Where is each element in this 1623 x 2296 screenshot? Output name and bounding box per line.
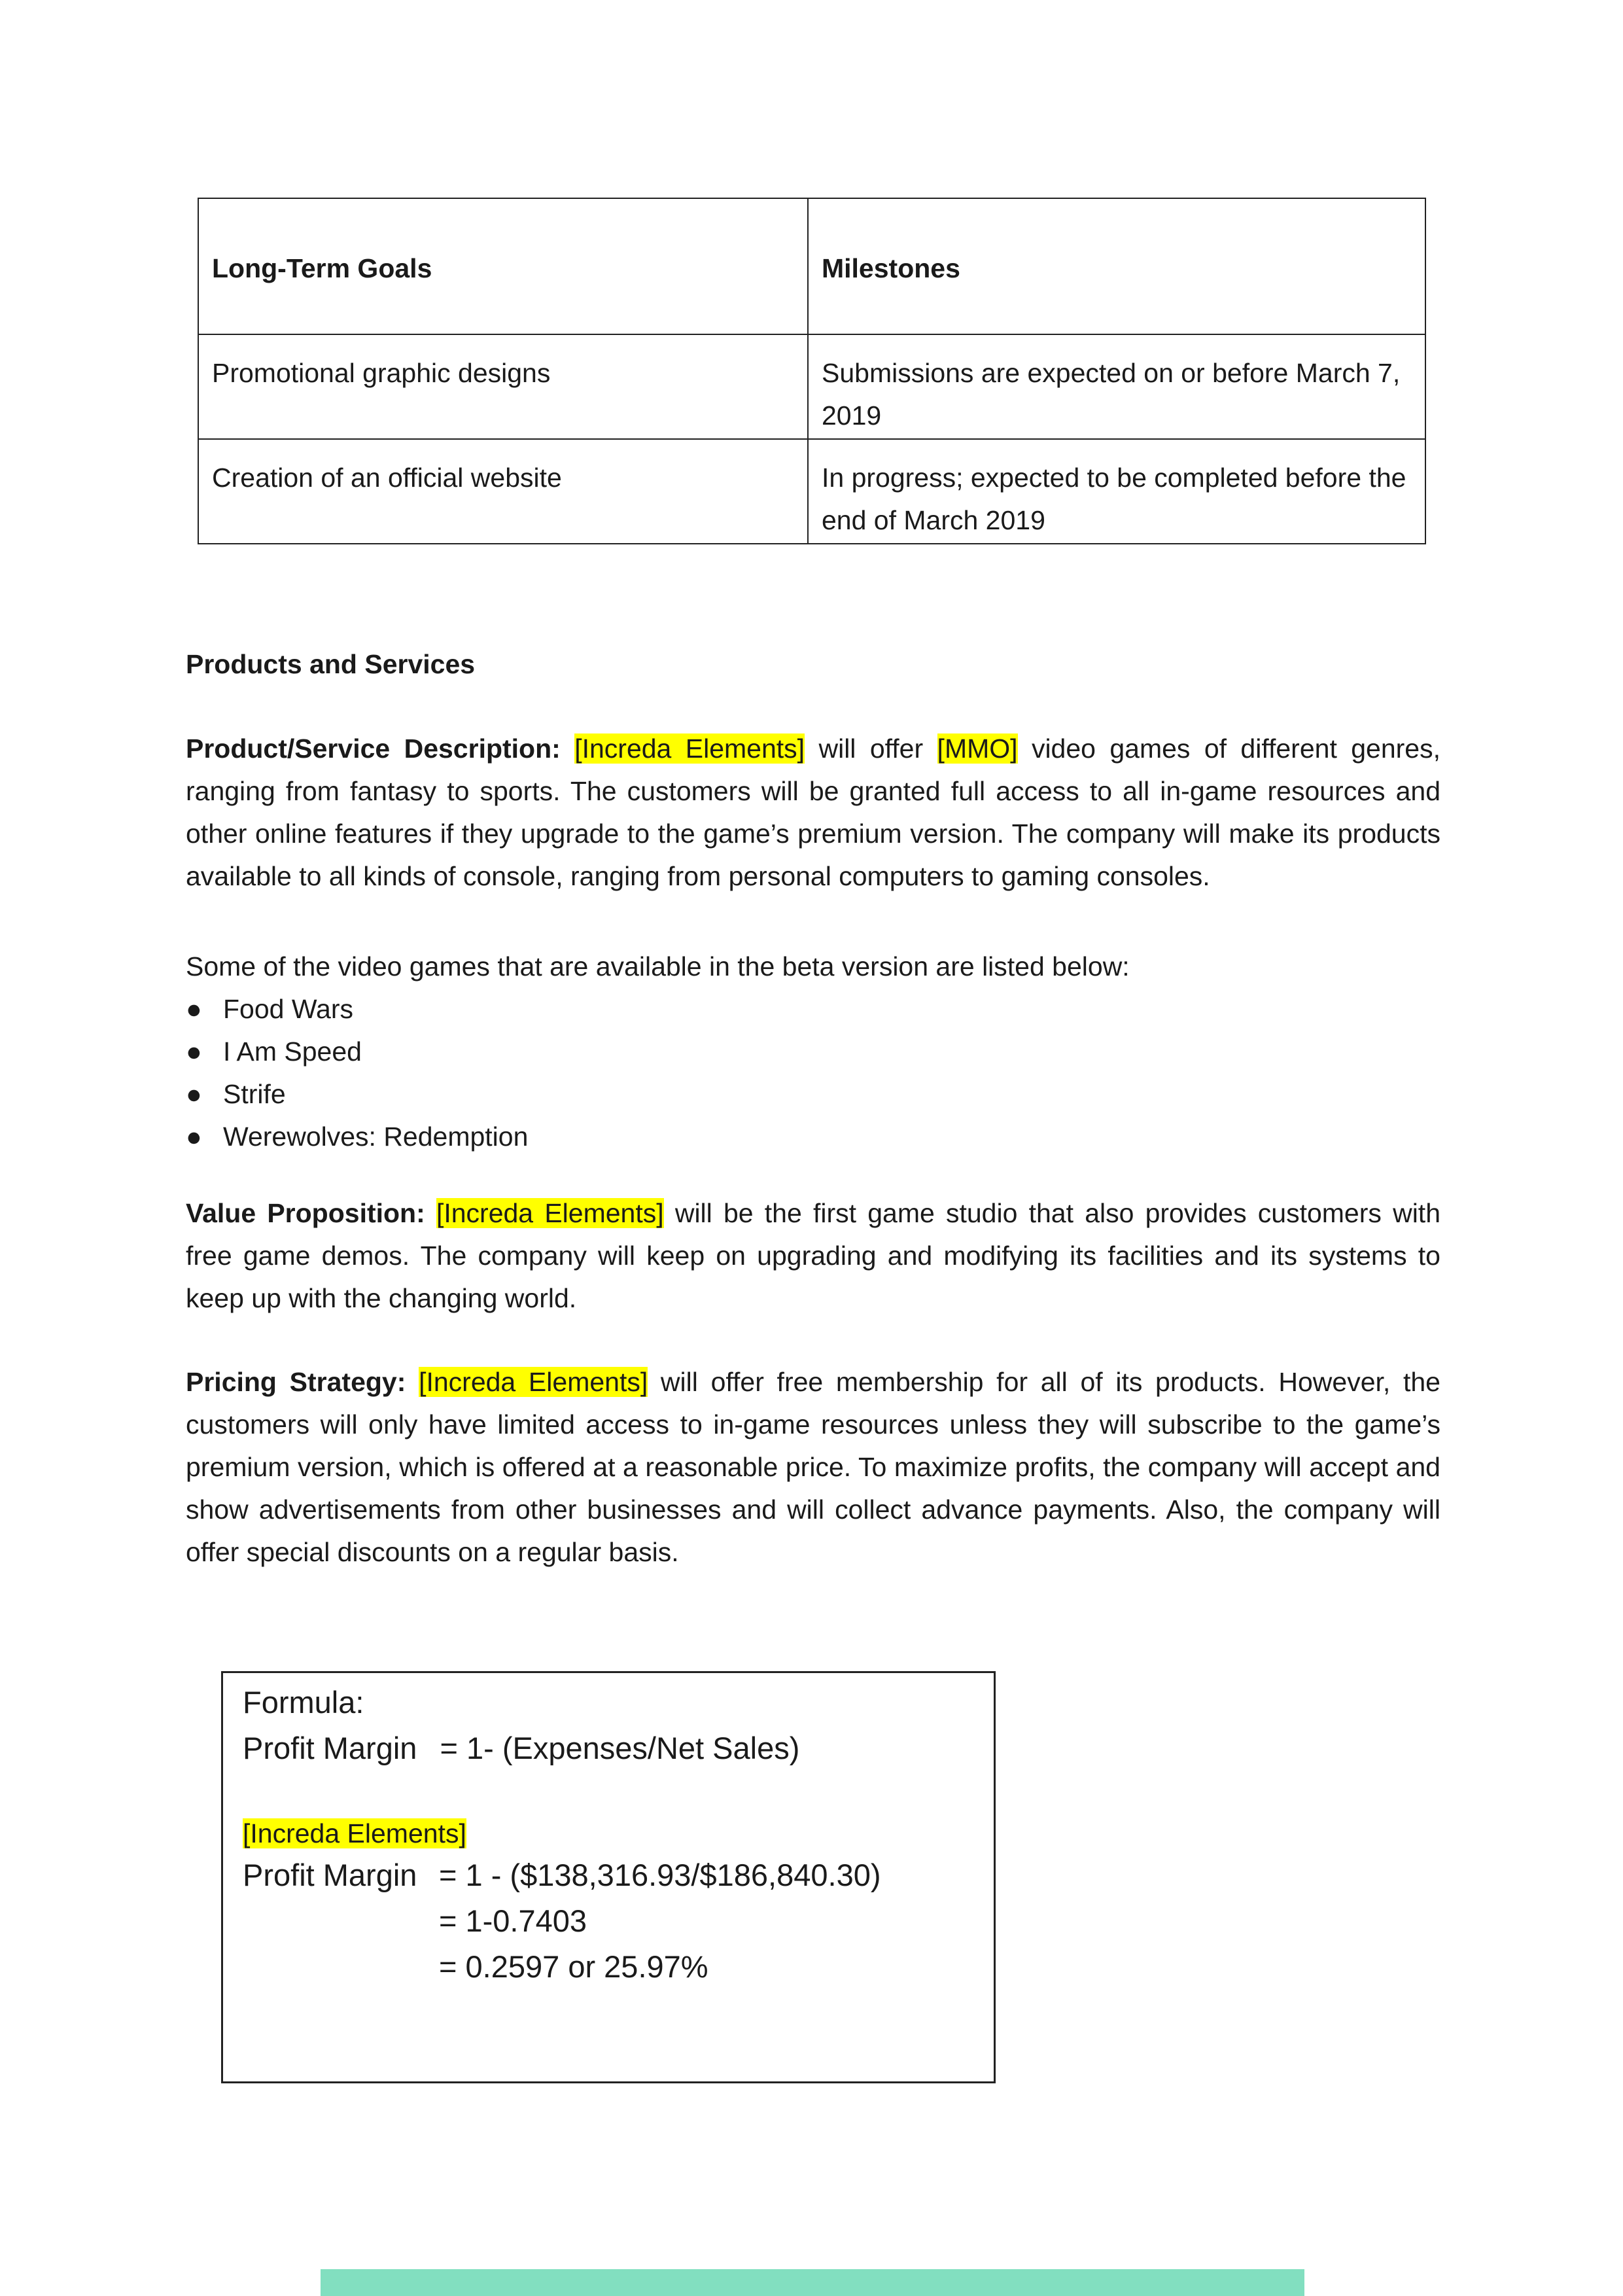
- section-heading: Products and Services: [186, 649, 476, 679]
- game-title: I Am Speed: [223, 1036, 362, 1067]
- header-milestones: Milestones: [808, 198, 1425, 334]
- games-intro: Some of the video games that are available in the beta version are listed below:: [186, 951, 1130, 981]
- pricing-strategy-text: will offer free membership for all of its products. However, the customers will only have limited access to in-game resources unless they will subscribe to the game’s premium version, which is offered at a reasonable price. To maximize profits, the company will accept and show advertisements from other businesses and will collect advance payments. Also, the company will offer special discounts on a regular basis.: [186, 1367, 1440, 1567]
- product-description-label: Product/Service Description:: [186, 733, 561, 764]
- formula-company-highlight: [Increda Elements]: [243, 1818, 466, 1848]
- bullet-icon: ●: [186, 994, 202, 1024]
- list-item: [186, 1031, 528, 1073]
- footer-bar: [321, 2269, 1304, 2296]
- bullet-icon: ●: [186, 1079, 202, 1109]
- list-item: [186, 988, 528, 1031]
- table-row: [198, 439, 1425, 544]
- company-name-highlight: [Increda Elements]: [419, 1367, 648, 1397]
- description-text-2: video games of different genres, ranging from fantasy to sports. The customers will be granted full access to all in-game resources and other online features if they upgrade to the game’s premium version. The company will make its products available to all kinds of console, ranging from personal computers to gaming consoles.: [186, 733, 1440, 891]
- formula-company-row: [243, 1810, 466, 1856]
- table-row: [198, 334, 1425, 439]
- game-title: Strife: [223, 1079, 286, 1109]
- product-description-paragraph: [186, 728, 1440, 898]
- list-item: [186, 1116, 528, 1158]
- formula-general-label: Profit Margin: [243, 1731, 417, 1765]
- mmo-highlight: [MMO]: [937, 733, 1018, 764]
- game-title: Food Wars: [223, 994, 353, 1024]
- game-title: Werewolves: Redemption: [223, 1122, 529, 1152]
- games-list: [186, 988, 528, 1158]
- table-cell-goal: Creation of an official website: [198, 439, 808, 544]
- company-name-highlight: [Increda Elements]: [574, 733, 805, 764]
- formula-box: [221, 1671, 996, 2083]
- company-name-highlight: [Increda Elements]: [436, 1198, 664, 1228]
- goals-table: [198, 198, 1426, 544]
- value-proposition-text: will be the first game studio that also provides customers with free game demos. The company will keep on upgrading and modifying its facilities and its systems to keep up with the changing world.: [186, 1198, 1440, 1313]
- description-text-1: will offer: [805, 733, 937, 764]
- table-cell-milestone: In progress; expected to be completed before the end of March 2019: [808, 439, 1425, 544]
- table-cell-goal: Promotional graphic designs: [198, 334, 808, 439]
- value-proposition-label: Value Proposition:: [186, 1198, 425, 1228]
- bullet-icon: ●: [186, 1122, 202, 1152]
- formula-general-expression: = 1- (Expenses/Net Sales): [440, 1731, 800, 1765]
- formula-step-1: = 1 - ($138,316.93/$186,840.30): [439, 1858, 881, 1892]
- pricing-strategy-label: Pricing Strategy:: [186, 1367, 406, 1397]
- formula-step-3: = 0.2597 or 25.97%: [439, 1949, 708, 1984]
- formula-calc-label: Profit Margin: [243, 1858, 417, 1892]
- bullet-icon: ●: [186, 1036, 202, 1067]
- formula-step-2: = 1-0.7403: [439, 1903, 587, 1938]
- formula-title: Formula:: [243, 1685, 364, 1720]
- value-proposition-paragraph: [186, 1192, 1440, 1320]
- pricing-strategy-paragraph: [186, 1361, 1440, 1574]
- table-header-row: [198, 198, 1425, 334]
- list-item: [186, 1073, 528, 1116]
- header-long-term-goals: Long-Term Goals: [198, 198, 808, 334]
- formula-general: [243, 1725, 799, 1771]
- table-cell-milestone: Submissions are expected on or before March 7, 2019: [808, 334, 1425, 439]
